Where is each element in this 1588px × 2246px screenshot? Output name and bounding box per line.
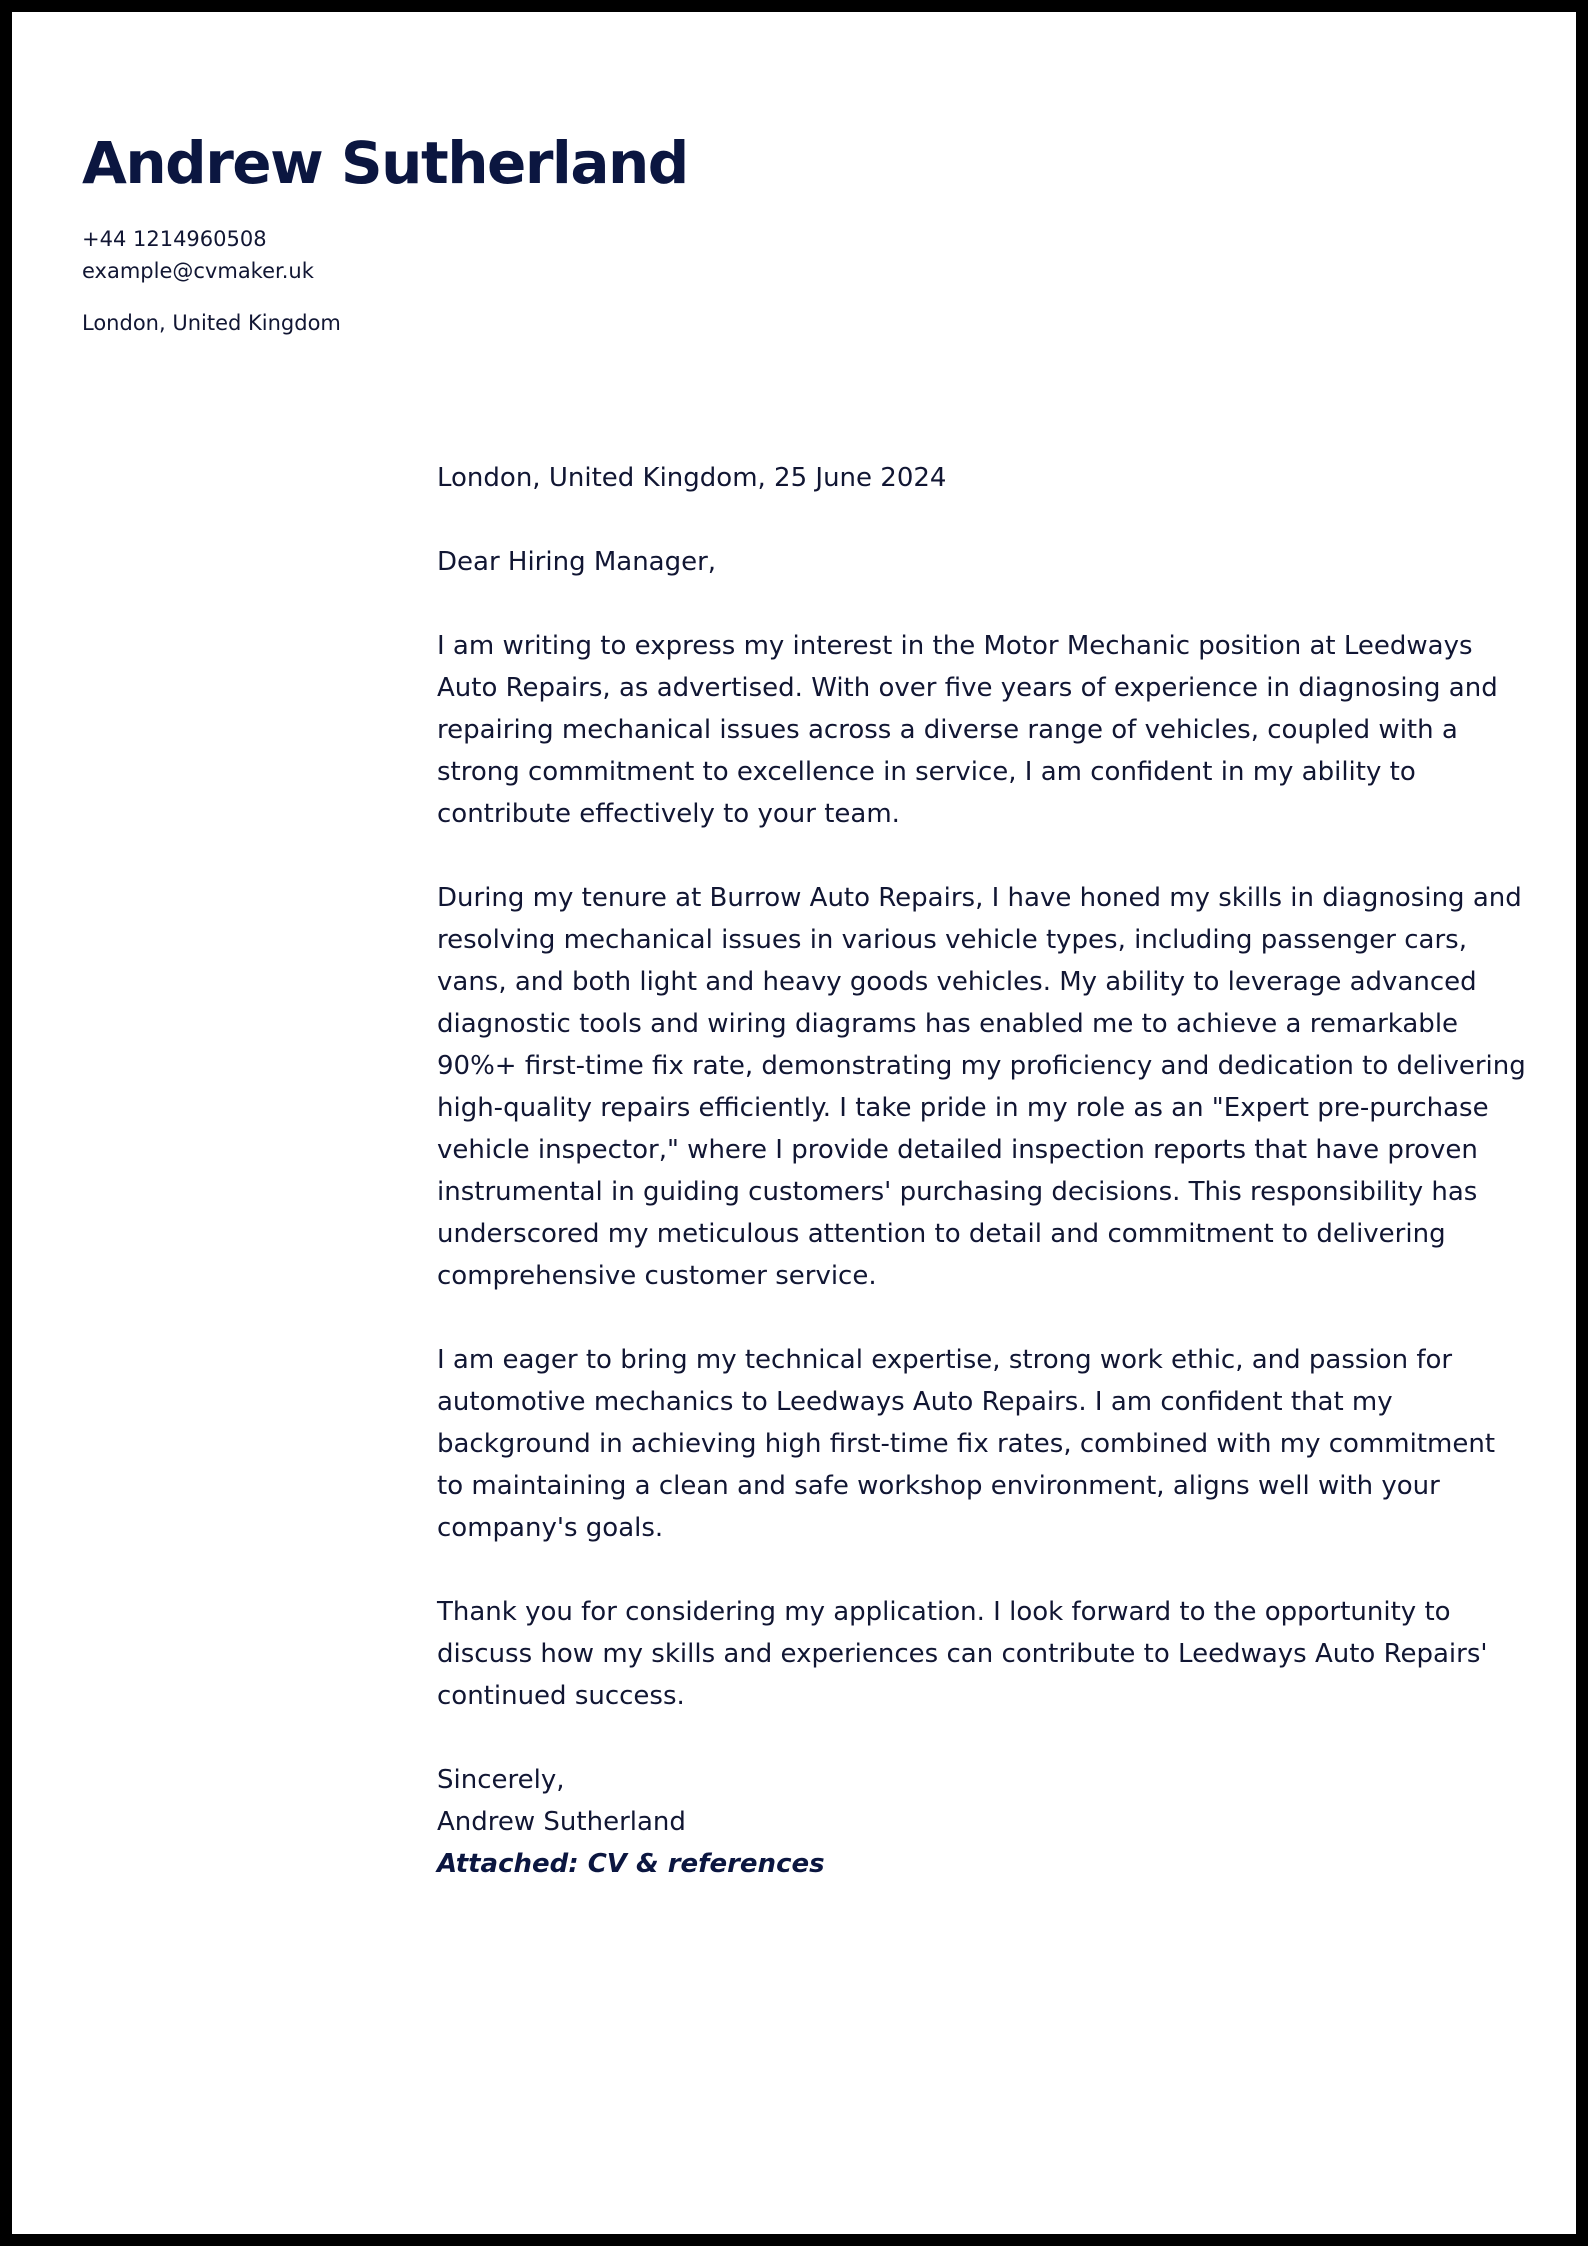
attachment-note: Attached: CV & references (437, 1849, 825, 1879)
applicant-location: London, United Kingdom (82, 311, 341, 335)
closing-phrase: Sincerely, (437, 1765, 565, 1795)
cover-letter-page (12, 12, 1576, 2234)
body-paragraph: I am writing to express my interest in the Motor Mechanic position at Leedways Auto Repairs, as advertised. With over five years of experience in diagnosing and repairing mechanical issues across a diverse range of vehicles, coupled with a strong commitment to excellence in service, I am confident in my ability to contribute effectively to your team. (437, 631, 1498, 829)
phone-number: +44 1214960508 (82, 227, 267, 251)
letter-body (437, 457, 1527, 1885)
applicant-name: Andrew Sutherland (82, 129, 688, 197)
body-paragraph: During my tenure at Burrow Auto Repairs, I have honed my skills in diagnosing and resolving mechanical issues in various vehicle types, including passenger cars, vans, and both light and heavy goods vehicles. My ability to leverage advanced diagnostic tools and wiring diagrams has enabled me to achieve a remarkable 90%+ first-time fix rate, demonstrating my proficiency and dedication to delivering high-quality repairs efficiently. I take pride in my role as an "Expert pre-purchase vehicle inspector," where I provide detailed inspection reports that have proven instrumental in guiding customers' purchasing decisions. This responsibility has underscored my meticulous attention to detail and commitment to delivering comprehensive customer service. (437, 883, 1526, 1291)
letter-header (82, 127, 688, 339)
email-address: example@cvmaker.uk (82, 259, 314, 283)
salutation: Dear Hiring Manager, (437, 547, 717, 577)
body-paragraph: Thank you for considering my application. I look forward to the opportunity to discuss how my skills and experiences can contribute to Leedways Auto Repairs' continued success. (437, 1597, 1488, 1711)
contact-details (82, 223, 688, 339)
signature-name: Andrew Sutherland (437, 1807, 686, 1837)
body-paragraph: I am eager to bring my technical expertise, strong work ethic, and passion for automotive mechanics to Leedways Auto Repairs. I am confident that my background in achieving high first-time fix rates, combined with my commitment to maintaining a clean and safe workshop environment, aligns well with your company's goals. (437, 1345, 1496, 1543)
place-and-date: London, United Kingdom, 25 June 2024 (437, 463, 947, 493)
